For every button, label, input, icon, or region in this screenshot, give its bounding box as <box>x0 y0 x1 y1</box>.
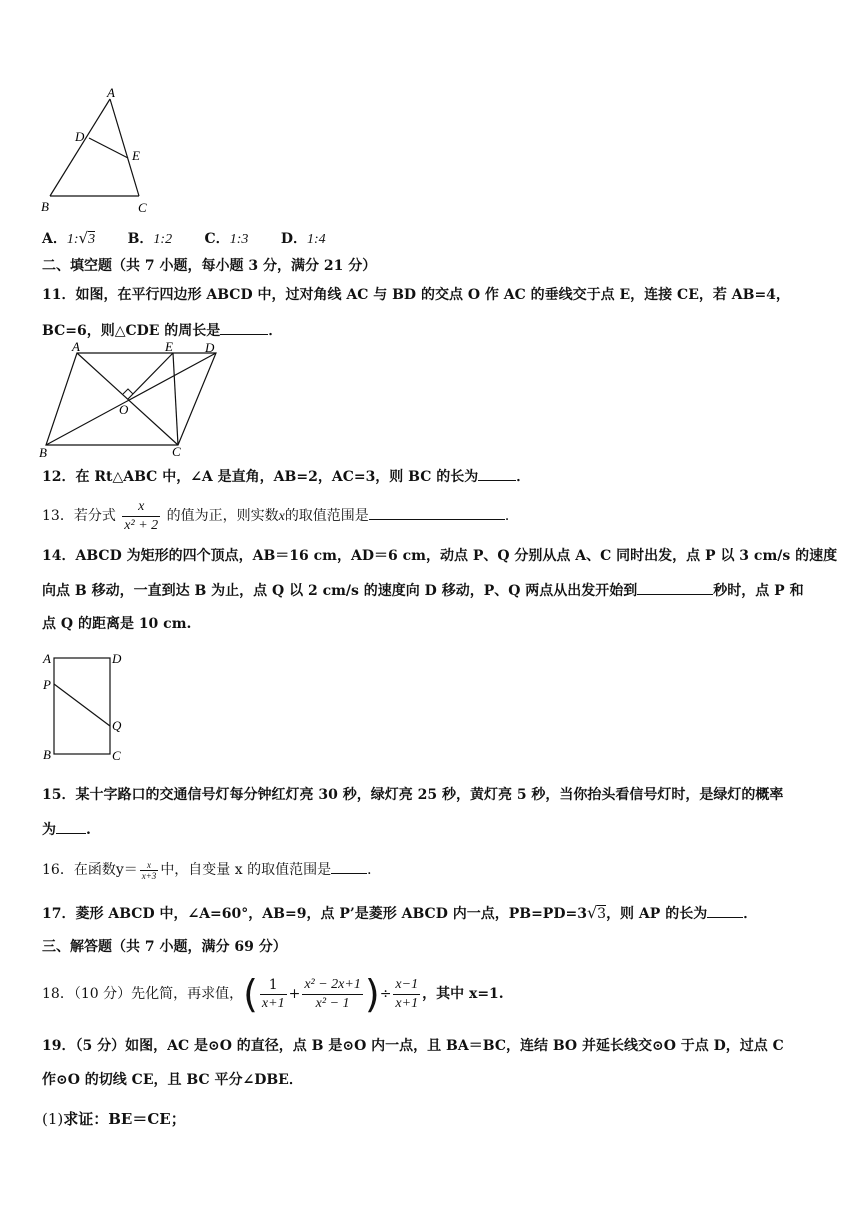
label-e: E <box>165 340 173 354</box>
label-d: D <box>205 340 215 355</box>
q11-line2: BC=6，则△CDE 的周长是 ． <box>42 320 282 341</box>
label-p: P <box>43 677 51 692</box>
label-b: B <box>39 445 47 460</box>
q18: 18．（10 分）先化简，再求值，( $\frac{1}{x+1}$ + $\frac{\text{x² − 2x+1}}{\text{x² − 1}}$ )÷ $\frac{x-1}{x+1}$ ，其中 x=1. <box>42 972 504 1016</box>
q19-part1: (1)求证：BE＝CE； <box>42 1110 186 1128</box>
label-c: C <box>138 200 147 215</box>
option-a: A．1:√3 <box>42 229 96 247</box>
label-d: D <box>75 129 85 144</box>
q17: 17．菱形 ABCD 中，∠A=60°，AB=9，点 P’是菱形 ABCD 内一点，PB=PD=3√3，则 AP 的长为 ． <box>42 903 758 922</box>
q10-options <box>42 228 354 250</box>
answer-blank <box>56 819 86 834</box>
answer-blank <box>369 505 505 520</box>
fraction-3: $\frac{x-1}{x+1}$ <box>395 976 419 1011</box>
fraction: $\frac{x}{x+3}$ <box>141 859 157 881</box>
section-2-heading: 二、填空题（共 7 小题，每小题 3 分，满分 21 分） <box>42 258 377 274</box>
q19-line1: 19．（5 分）如图，AC 是⊙O 的直径，点 B 是⊙O 内一点，且 BA＝BC，连结 BO 并延长线交⊙O 于点 D，过点 C <box>42 1038 784 1054</box>
option-c: C．1:3 <box>204 231 249 247</box>
section-3-heading: 三、解答题（共 7 小题，满分 69 分） <box>42 939 287 955</box>
answer-blank <box>707 903 743 918</box>
label-q: Q <box>112 718 122 733</box>
option-b: B．1:2 <box>127 231 173 247</box>
answer-blank <box>637 580 713 595</box>
q14-line1: 14．ABCD 为矩形的四个顶点，AB＝16 cm，AD＝6 cm，动点 P、Q 分别从点 A、C 同时出发，点 P 以 3 cm/s 的速度 <box>42 548 838 564</box>
q14-line2: 向点 B 移动，一直到达 B 为止，点 Q 以 2 cm/s 的速度向 D 移动，P、Q 两点从出发开始到 秒时，点 P 和 <box>42 580 804 601</box>
q11-line1: 11．如图，在平行四边形 ABCD 中，过对角线 AC 与 BD 的交点 O 作 AC 的垂线交于点 E，连接 CE，若 AB=4， <box>42 287 790 303</box>
label-c: C <box>112 748 121 763</box>
q14-line3: 点 Q 的距离是 10 cm. <box>42 616 192 632</box>
label-e: E <box>132 148 140 163</box>
label-a: A <box>72 340 80 354</box>
q19-line2: 作⊙O 的切线 CE，且 BC 平分∠DBE． <box>42 1072 303 1088</box>
fraction-1: $\frac{1}{x+1}$ <box>261 976 285 1011</box>
fraction-2: $\frac{\text{x² − 2x+1}}{\text{x² − 1}}$ <box>304 976 361 1011</box>
answer-blank <box>331 859 367 874</box>
label-a: A <box>107 85 115 100</box>
option-d: D．1:4 <box>280 231 326 247</box>
answer-blank <box>220 320 268 335</box>
label-b: B <box>41 199 49 214</box>
label-c: C <box>172 444 181 459</box>
figure-q11-parallelogram <box>38 340 228 460</box>
q12: 12．在 Rt△ABC 中，∠A 是直角，AB=2，AC=3，则 BC 的长为 ． <box>42 466 530 487</box>
q13: 13．若分式 $\frac{x}{\text{x² + 2}}$ 的值为正，则实数x的取值范围是 ． <box>42 498 519 533</box>
q15-line2: 为 . <box>42 819 91 840</box>
fraction: $\frac{x}{\text{x² + 2}}$ <box>124 498 159 533</box>
figure-q10-triangle <box>38 85 158 220</box>
label-o: O <box>119 402 129 417</box>
label-b: B <box>43 747 51 762</box>
q15-line1: 15．某十字路口的交通信号灯每分钟红灯亮 30 秒，绿灯亮 25 秒，黄灯亮 5 秒，当你抬头看信号灯时，是绿灯的概率 <box>42 787 784 803</box>
q16: 16．在函数y＝ $\frac{x}{x+3}$ 中，自变量 x 的取值范围是 ． <box>42 859 382 881</box>
label-d: D <box>112 651 122 666</box>
label-a: A <box>43 651 51 666</box>
figure-q14-rectangle <box>38 648 138 766</box>
answer-blank <box>478 466 516 481</box>
